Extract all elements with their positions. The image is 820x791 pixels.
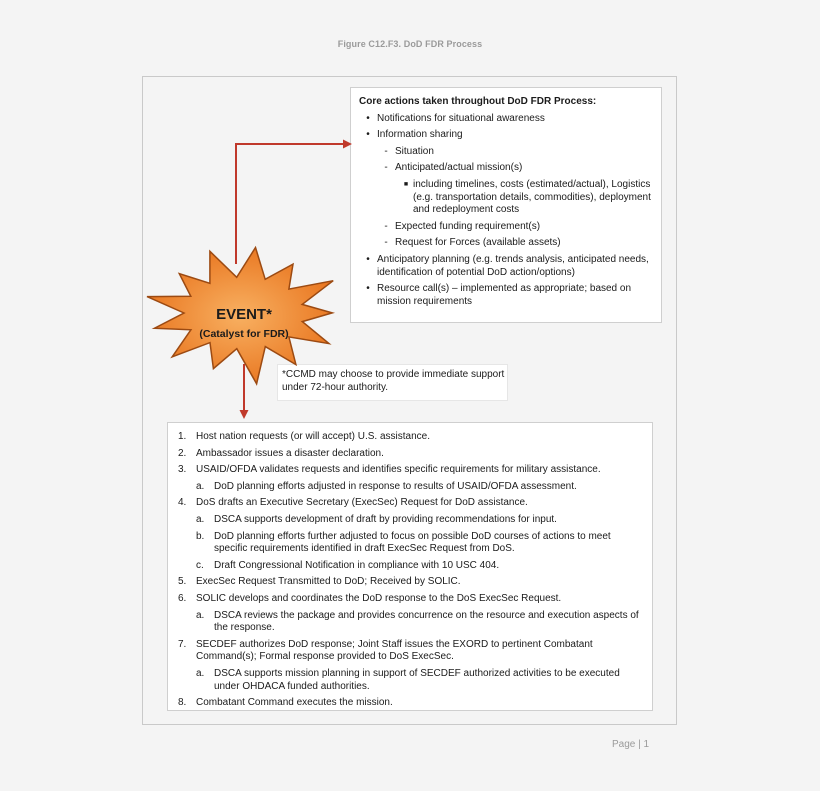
core-action-text: Resource call(s) – implemented as appropriate; based on mission requirements bbox=[377, 283, 632, 307]
step-number: 1. bbox=[178, 431, 187, 442]
core-actions-title: Core actions taken throughout DoD FDR Process: bbox=[359, 96, 597, 107]
step-number: a. bbox=[196, 480, 205, 492]
core-action-text: Expected funding requirement(s) bbox=[395, 220, 541, 232]
event-subtitle: (Catalyst for FDR) bbox=[199, 328, 289, 340]
core-action-text: Anticipatory planning (e.g. trends analysis, anticipated needs, identification of potential DoD action/options) bbox=[377, 253, 649, 278]
step-number: 7. bbox=[178, 638, 187, 650]
ccmd-note-text: *CCMD may choose to provide immediate support under 72-hour authority. bbox=[282, 369, 505, 393]
step-number: 4. bbox=[178, 497, 187, 509]
step-text: DoS drafts an Executive Secretary (ExecSec) Request for DoD assistance. bbox=[196, 497, 528, 509]
dash-marker: - bbox=[384, 237, 388, 249]
bullet-marker: • bbox=[366, 253, 370, 265]
step-number: a. bbox=[196, 513, 205, 525]
step-text: DSCA reviews the package and provides concurrence on the resource and execution aspects of the response. bbox=[214, 609, 639, 634]
core-action-text: including timelines, costs (estimated/actual), Logistics (e.g. transportation details, commodities), deployment and redeployment costs bbox=[413, 178, 651, 216]
square-bullet-marker: ■ bbox=[403, 180, 409, 188]
step-number: 6. bbox=[178, 592, 187, 604]
step-text: DSCA supports development of draft by providing recommendations for input. bbox=[214, 513, 557, 525]
event-title: EVENT* bbox=[216, 306, 272, 323]
figure-title: Figure C12.F3. DoD FDR Process bbox=[337, 39, 483, 49]
core-action-text: Notifications for situational awareness bbox=[377, 112, 545, 124]
bullet-marker: • bbox=[366, 129, 370, 141]
step-number: b. bbox=[196, 530, 205, 542]
step-text: Host nation requests (or will accept) U.S. assistance. bbox=[196, 431, 430, 442]
bullet-marker: • bbox=[366, 283, 370, 295]
step-number: a. bbox=[196, 667, 205, 679]
core-action-text: Information sharing bbox=[377, 129, 463, 141]
step-text: ExecSec Request Transmitted to DoD; Received by SOLIC. bbox=[196, 576, 461, 588]
step-text: Ambassador issues a disaster declaration. bbox=[196, 447, 384, 459]
core-action-text: Anticipated/actual mission(s) bbox=[395, 162, 523, 174]
step-number: c. bbox=[196, 559, 204, 571]
step-text: SECDEF authorizes DoD response; Joint Staff issues the EXORD to pertinent Combatant Command(s); Formal response provided to DoS ExecSec. bbox=[196, 638, 593, 663]
arrowhead-right-icon bbox=[343, 140, 352, 149]
page-number: Page | 1 bbox=[612, 739, 650, 750]
core-action-text: Situation bbox=[395, 145, 434, 157]
step-number: 2. bbox=[178, 447, 187, 459]
connector-to-core-actions bbox=[236, 144, 347, 264]
dash-marker: - bbox=[384, 145, 388, 157]
step-number: a. bbox=[196, 609, 205, 621]
step-text: DSCA supports mission planning in support of SECDEF authorized activities to be executed under OHDACA funded authorities. bbox=[214, 667, 620, 692]
step-number: 5. bbox=[178, 576, 187, 588]
step-text: Combatant Command executes the mission. bbox=[196, 697, 393, 709]
step-text: SOLIC develops and coordinates the DoD response to the DoS ExecSec Request. bbox=[196, 592, 562, 604]
core-action-text: Request for Forces (available assets) bbox=[395, 237, 561, 249]
step-text: DoD planning efforts further adjusted to focus on possible DoD courses of actions to meet specific requirements identified in draft ExecSec Request from DoS. bbox=[214, 530, 611, 555]
arrowhead-down-icon bbox=[240, 410, 249, 419]
dash-marker: - bbox=[384, 220, 388, 232]
step-text: DoD planning efforts adjusted in response to results of USAID/OFDA assessment. bbox=[214, 480, 577, 492]
bullet-marker: • bbox=[366, 112, 370, 124]
dash-marker: - bbox=[384, 162, 388, 174]
step-text: USAID/OFDA validates requests and identifies specific requirements for military assistance. bbox=[196, 464, 601, 476]
step-number: 3. bbox=[178, 464, 187, 476]
step-text: Draft Congressional Notification in compliance with 10 USC 404. bbox=[214, 559, 500, 571]
step-number: 8. bbox=[178, 697, 187, 709]
